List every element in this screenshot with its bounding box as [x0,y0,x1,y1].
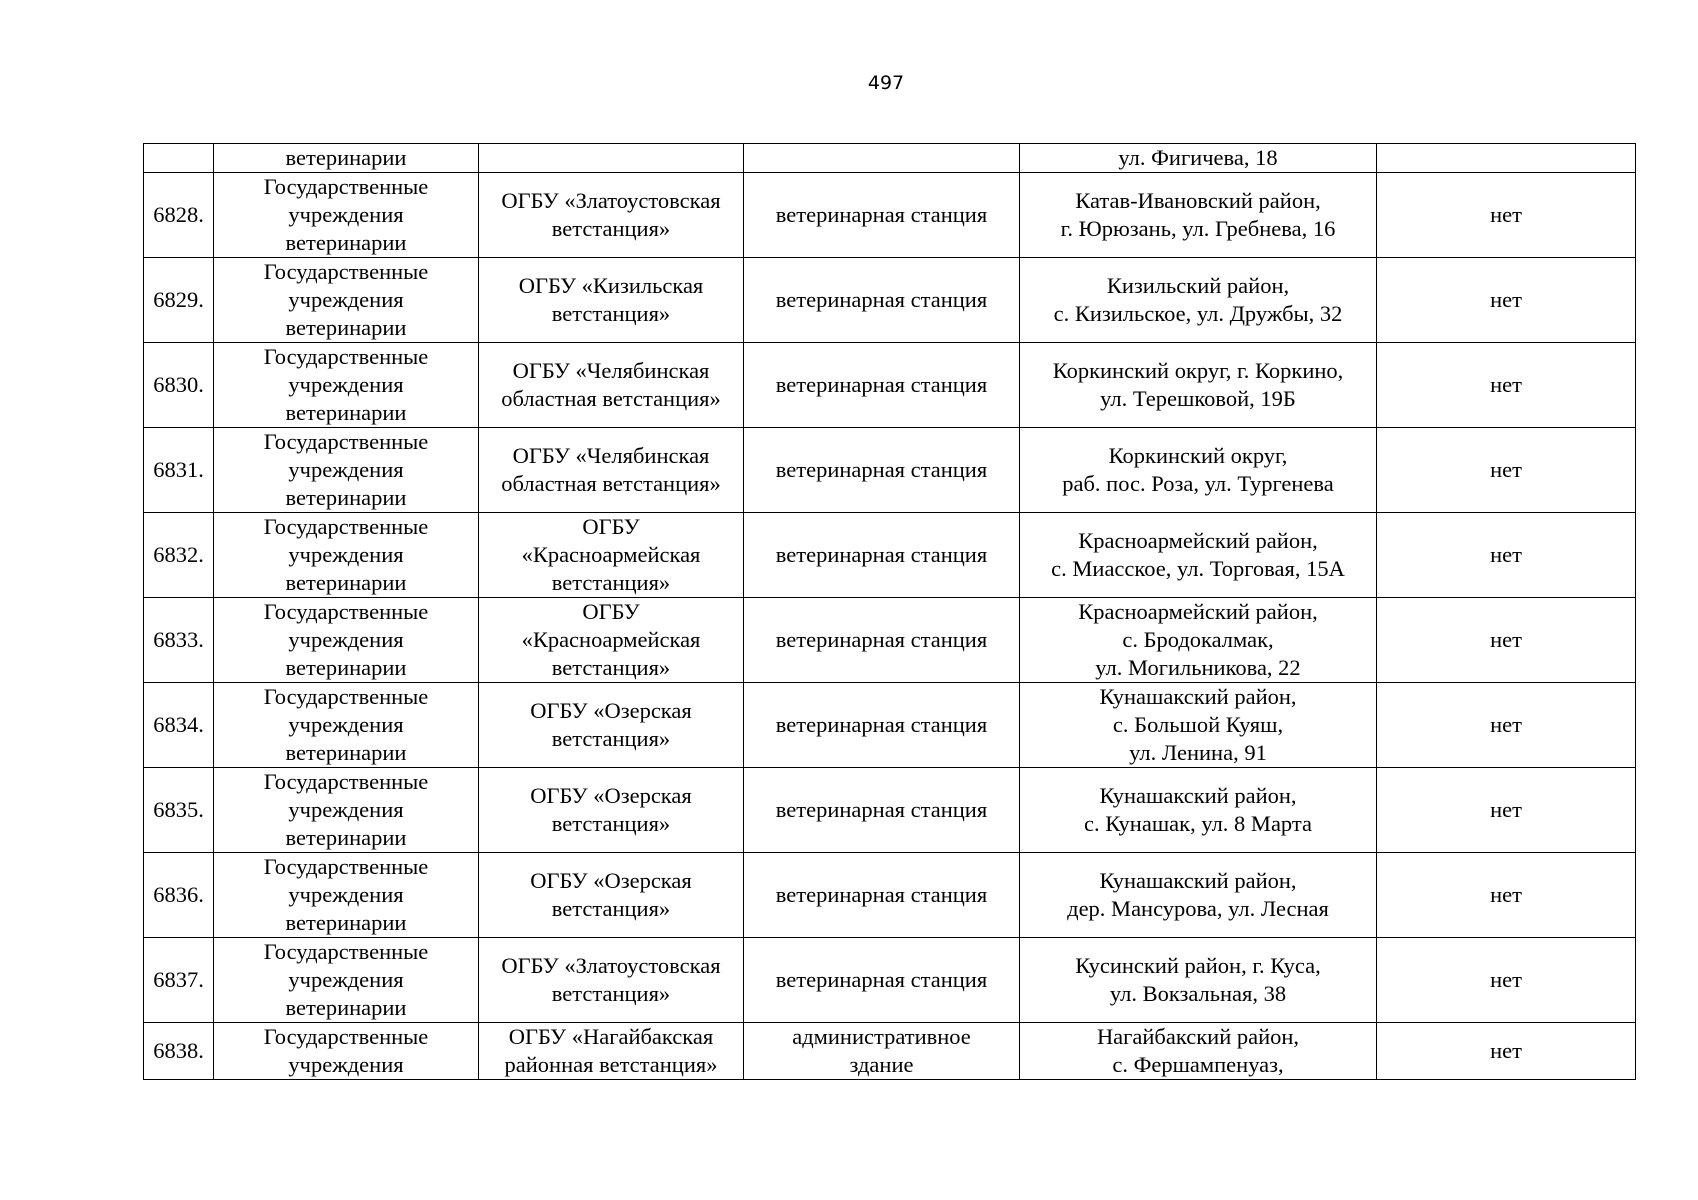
object-type-cell: ветеринарная станция [744,343,1020,428]
object-type-cell: ветеринарная станция [744,428,1020,513]
row-number-cell: 6838. [144,1023,214,1080]
category-cell: Государственные учреждения ветеринарии [214,598,479,683]
object-type-cell: административное здание [744,1023,1020,1080]
address-cell: Коркинский округ, г. Коркино, ул. Терешковой, 19Б [1020,343,1377,428]
address-cell: Нагайбакский район, с. Фершампенуаз, [1020,1023,1377,1080]
category-cell: ветеринарии [214,144,479,173]
object-type-cell: ветеринарная станция [744,258,1020,343]
table-row [144,683,1636,768]
table-row [144,598,1636,683]
row-number-cell [144,144,214,173]
table-row [144,1023,1636,1080]
address-cell: Кизильский район, с. Кизильское, ул. Дружбы, 32 [1020,258,1377,343]
row-number-cell: 6830. [144,343,214,428]
category-cell: Государственные учреждения ветеринарии [214,853,479,938]
row-number-cell: 6829. [144,258,214,343]
row-number-cell: 6835. [144,768,214,853]
object-type-cell: ветеринарная станция [744,173,1020,258]
organization-cell: ОГБУ «Челябинская областная ветстанция» [479,343,744,428]
status-cell: нет [1377,428,1636,513]
organization-cell: ОГБУ «Красноармейская ветстанция» [479,598,744,683]
object-type-cell: ветеринарная станция [744,938,1020,1023]
status-cell: нет [1377,513,1636,598]
organization-cell: ОГБУ «Челябинская областная ветстанция» [479,428,744,513]
status-cell: нет [1377,258,1636,343]
category-cell: Государственные учреждения ветеринарии [214,768,479,853]
address-cell: Кунашакский район, с. Большой Куяш, ул. Ленина, 91 [1020,683,1377,768]
table-row [144,428,1636,513]
object-type-cell: ветеринарная станция [744,683,1020,768]
status-cell: нет [1377,683,1636,768]
object-type-cell: ветеринарная станция [744,768,1020,853]
organization-cell: ОГБУ «Озерская ветстанция» [479,768,744,853]
row-number-cell: 6832. [144,513,214,598]
row-number-cell: 6833. [144,598,214,683]
table-row [144,144,1636,173]
row-number-cell: 6834. [144,683,214,768]
row-number-cell: 6828. [144,173,214,258]
status-cell: нет [1377,343,1636,428]
object-type-cell: ветеринарная станция [744,598,1020,683]
status-cell: нет [1377,938,1636,1023]
table-row [144,768,1636,853]
object-type-cell [744,144,1020,173]
category-cell: Государственные учреждения ветеринарии [214,683,479,768]
row-number-cell: 6831. [144,428,214,513]
category-cell: Государственные учреждения ветеринарии [214,173,479,258]
category-cell: Государственные учреждения ветеринарии [214,343,479,428]
address-cell: ул. Фигичева, 18 [1020,144,1377,173]
object-type-cell: ветеринарная станция [744,513,1020,598]
row-number-cell: 6836. [144,853,214,938]
address-cell: Коркинский округ, раб. пос. Роза, ул. Тургенева [1020,428,1377,513]
organization-cell: ОГБУ «Нагайбакская районная ветстанция» [479,1023,744,1080]
address-cell: Красноармейский район, с. Бродокалмак, ул. Могильникова, 22 [1020,598,1377,683]
status-cell: нет [1377,173,1636,258]
category-cell: Государственные учреждения ветеринарии [214,258,479,343]
category-cell: Государственные учреждения ветеринарии [214,428,479,513]
table-row [144,853,1636,938]
table-row [144,343,1636,428]
category-cell: Государственные учреждения ветеринарии [214,938,479,1023]
status-cell: нет [1377,853,1636,938]
category-cell: Государственные учреждения ветеринарии [214,513,479,598]
status-cell: нет [1377,598,1636,683]
address-cell: Красноармейский район, с. Миасское, ул. Торговая, 15А [1020,513,1377,598]
address-cell: Кусинский район, г. Куса, ул. Вокзальная, 38 [1020,938,1377,1023]
table-row [144,258,1636,343]
category-cell: Государственные учреждения [214,1023,479,1080]
page-number: 497 [867,72,905,94]
status-cell [1377,144,1636,173]
status-cell: нет [1377,768,1636,853]
address-cell: Кунашакский район, с. Кунашак, ул. 8 Марта [1020,768,1377,853]
object-type-cell: ветеринарная станция [744,853,1020,938]
registry-table [143,143,1636,1080]
organization-cell: ОГБУ «Златоустовская ветстанция» [479,173,744,258]
address-cell: Кунашакский район, дер. Мансурова, ул. Лесная [1020,853,1377,938]
organization-cell: ОГБУ «Златоустовская ветстанция» [479,938,744,1023]
organization-cell: ОГБУ «Озерская ветстанция» [479,853,744,938]
table-row [144,938,1636,1023]
address-cell: Катав-Ивановский район, г. Юрюзань, ул. Гребнева, 16 [1020,173,1377,258]
organization-cell: ОГБУ «Озерская ветстанция» [479,683,744,768]
organization-cell: ОГБУ «Кизильская ветстанция» [479,258,744,343]
table-row [144,173,1636,258]
row-number-cell: 6837. [144,938,214,1023]
status-cell: нет [1377,1023,1636,1080]
table-row [144,513,1636,598]
organization-cell: ОГБУ «Красноармейская ветстанция» [479,513,744,598]
organization-cell [479,144,744,173]
